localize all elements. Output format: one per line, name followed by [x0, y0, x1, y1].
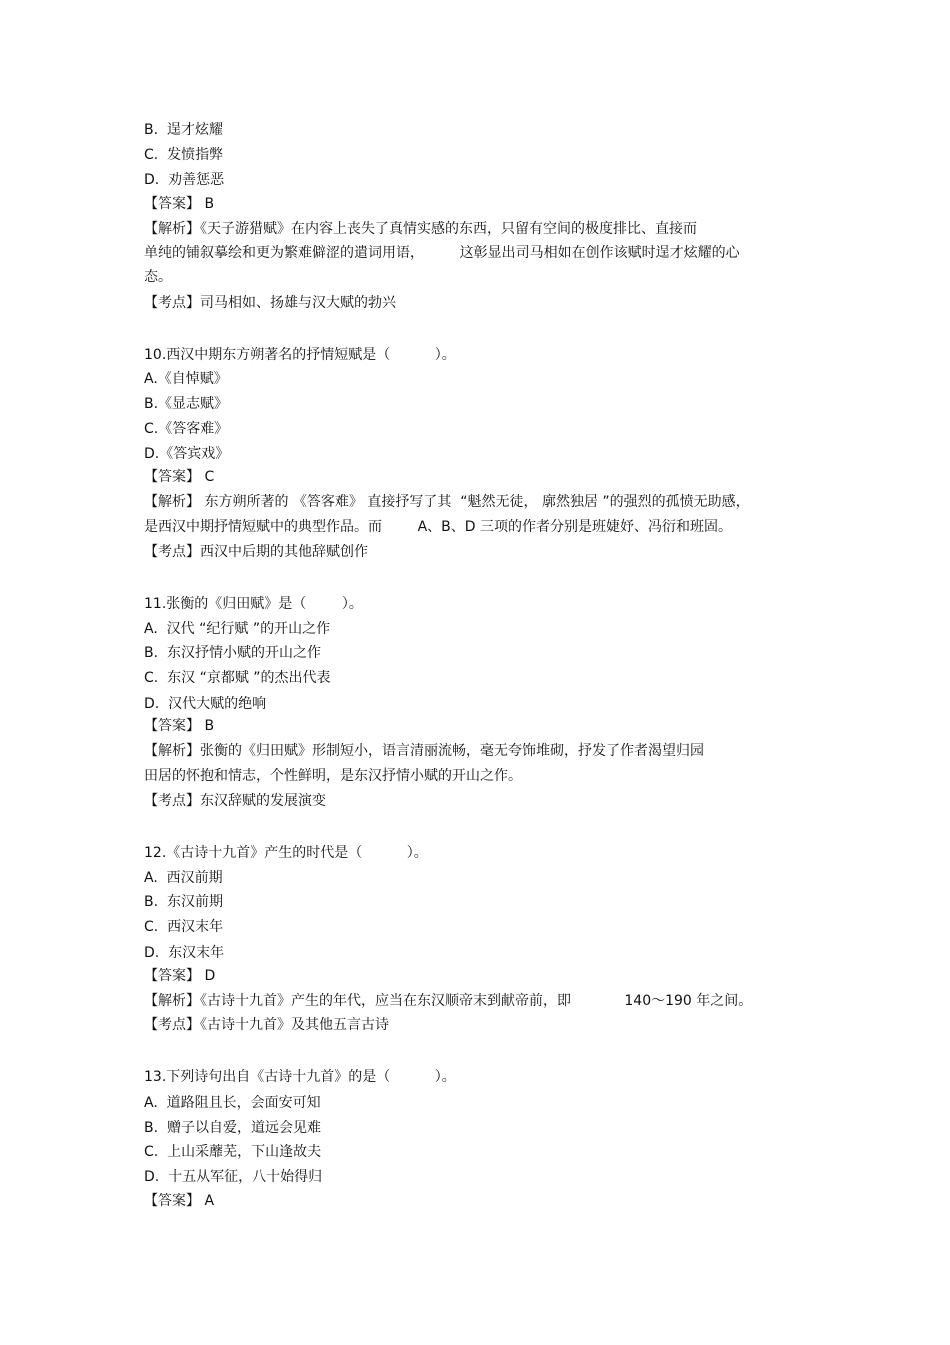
option-d: D.《答宾戏》: [144, 446, 230, 462]
option-b: B. 赠子以自爱，道远会见难: [144, 1120, 321, 1136]
key-point: 【考点】司马相如、扬雄与汉大赋的勃兴: [144, 295, 396, 311]
answer: 【答案】 A: [144, 1193, 215, 1209]
analysis-line: 【解析】 东方朔所著的 《答客难》 直接抒写了其 “魁然无徒， 廓然独居 ”的强烈的孤愤无助感，: [144, 494, 750, 510]
answer: 【答案】 B: [144, 196, 215, 212]
key-point: 【考点】东汉辞赋的发展演变: [144, 793, 326, 809]
analysis-line: 【解析】《天子游猎赋》在内容上丧失了真情实感的东西，只留有空间的极度排比、直接而: [144, 221, 697, 237]
option-b: B. 东汉抒情小赋的开山之作: [144, 645, 321, 661]
option-d: D. 劝善惩恶: [144, 172, 225, 188]
analysis-line: 【解析】《古诗十九首》产生的年代，应当在东汉顺帝末到献帝前，即 140～190 年之间。: [144, 993, 753, 1009]
key-point: 【考点】西汉中后期的其他辞赋创作: [144, 544, 368, 560]
option-b: B. 逞才炫耀: [144, 122, 223, 138]
question-13: 13.下列诗句出自《古诗十九首》的是（ ）。: [144, 1069, 456, 1085]
option-a: A. 汉代 “纪行赋 ”的开山之作: [144, 621, 331, 637]
answer: 【答案】 D: [144, 968, 216, 984]
option-d: D. 十五从军征，八十始得归: [144, 1169, 323, 1185]
option-b: B. 东汉前期: [144, 894, 223, 910]
option-d: D. 东汉末年: [144, 945, 225, 961]
option-c: C. 东汉 “京都赋 ”的杰出代表: [144, 670, 331, 686]
question-10: 10.西汉中期东方朔著名的抒情短赋是（ ）。: [144, 347, 456, 363]
option-b: B.《显志赋》: [144, 396, 229, 412]
analysis-line: 田居的怀抱和情志，个性鲜明，是东汉抒情小赋的开山之作。: [144, 768, 522, 784]
analysis-line: 【解析】张衡的《归田赋》形制短小，语言清丽流畅，毫无夸饰堆砌，抒发了作者渴望归园: [144, 743, 704, 759]
answer: 【答案】 C: [144, 469, 215, 485]
answer: 【答案】 B: [144, 718, 215, 734]
option-a: A. 道路阻且长，会面安可知: [144, 1095, 321, 1111]
option-c: C. 上山采蘼芜，下山逢故夫: [144, 1144, 322, 1160]
key-point: 【考点】《古诗十九首》及其他五言古诗: [144, 1017, 389, 1033]
analysis-line: 是西汉中期抒情短赋中的典型作品。而 A、B、D 三项的作者分别是班婕妤、冯衍和班固。: [144, 519, 733, 535]
option-c: C. 西汉末年: [144, 919, 224, 935]
option-d: D. 汉代大赋的绝响: [144, 696, 267, 712]
option-c: C. 发愤指弊: [144, 147, 224, 163]
question-12: 12.《古诗十九首》产生的时代是（ ）。: [144, 845, 428, 861]
question-11: 11.张衡的《归田赋》是（ ）。: [144, 596, 363, 612]
option-c: C.《答客难》: [144, 421, 229, 437]
analysis-line: 单纯的铺叙摹绘和更为繁难僻涩的遣词用语， 这彰显出司马相如在创作该赋时逞才炫耀的心: [144, 245, 740, 261]
option-a: A. 西汉前期: [144, 870, 223, 886]
option-a: A.《自悼赋》: [144, 371, 228, 387]
analysis-line: 态。: [144, 269, 172, 285]
